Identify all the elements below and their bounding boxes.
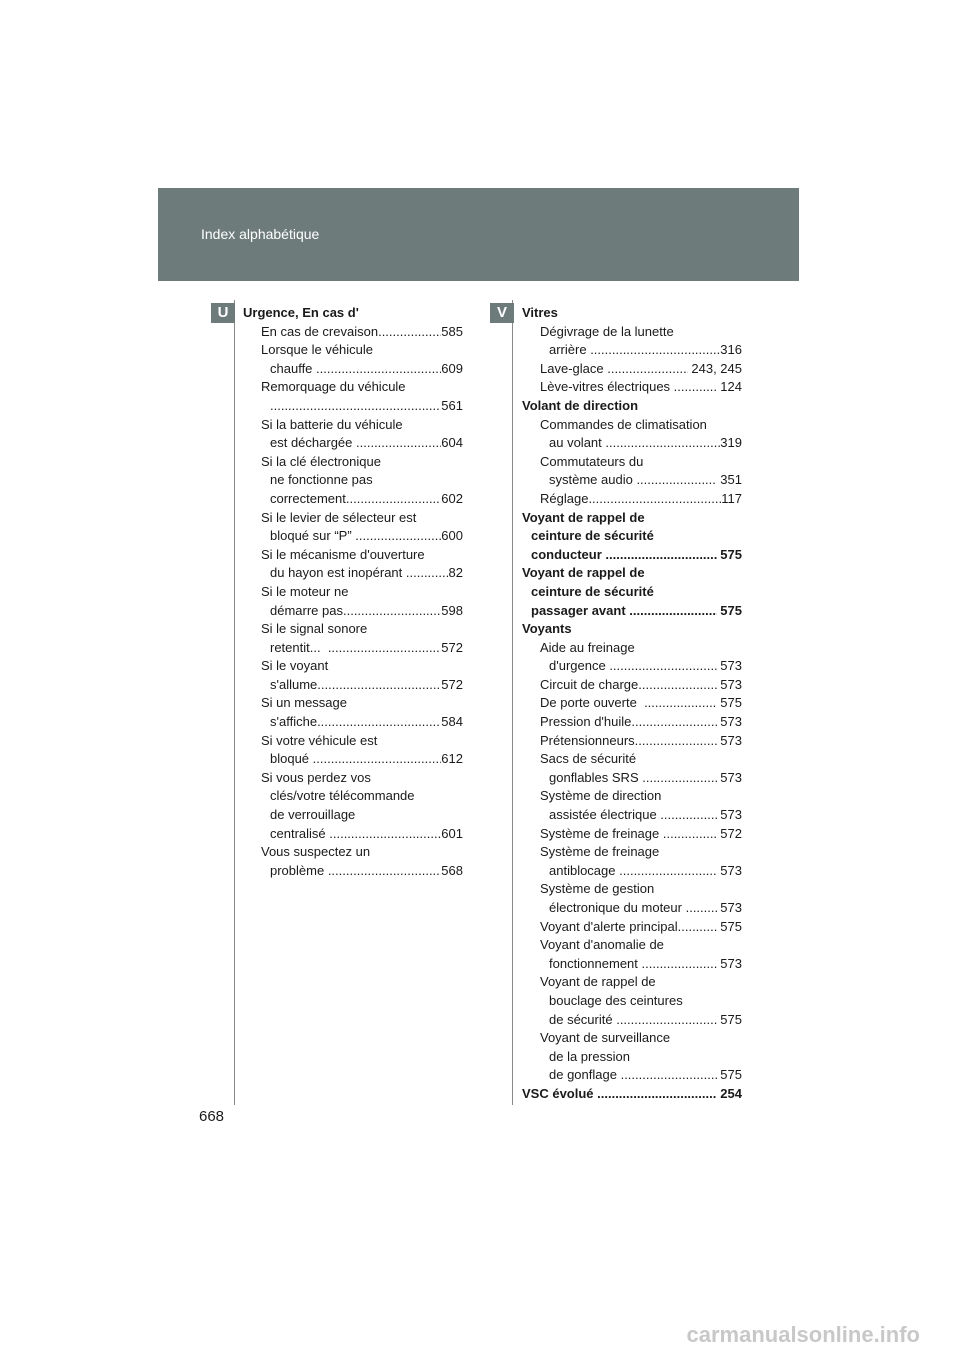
index-entry [243,378,463,397]
index-entry-label: chauffe [270,360,317,376]
index-entry [522,1011,742,1030]
index-entry-label: Voyant d'anomalie de [540,937,664,953]
index-entry-label: démarre pas [270,602,343,618]
index-entry-page: 124 [716,379,742,395]
index-entry-label: Commutateurs du [540,453,644,469]
index-entry [522,639,742,658]
index-entry-label: centralisé [270,825,330,841]
index-entry-label: Commandes de climatisation [540,416,707,432]
index-entry-label: s'affiche [270,714,318,730]
dot-leader [619,862,717,880]
index-entry [243,397,463,416]
index-entry-label: retentit... [270,639,328,655]
index-entry-label: Vitres [522,305,558,320]
index-entry-page: 573 [716,769,742,785]
index-entry [522,378,742,397]
index-entry [522,341,742,360]
dot-leader [607,360,688,378]
index-entry-label: Aide au freinage [540,639,635,655]
index-entry [522,416,742,435]
index-entry [522,583,742,602]
index-entry-label: fonctionnement [549,955,642,971]
dot-leader [642,769,716,787]
index-entry-page: 573 [716,807,742,823]
index-entry [522,936,742,955]
dot-leader [406,564,449,582]
index-entry-label: correctement [270,490,346,506]
index-entry [522,769,742,788]
index-entry-label: ne fonctionne pas [270,472,373,488]
index-entry-page: 561 [441,397,463,413]
index-entry [522,806,742,825]
index-entry-page: 575 [716,1067,742,1083]
index-entry-label: Si le signal sonore [261,621,368,637]
index-entry [243,509,463,528]
index-entry [522,546,742,565]
section-letter-u: U [211,303,235,323]
index-entry-page: 82 [448,565,463,581]
index-entry-label: Si vous perdez vos [261,769,371,785]
index-entry-page: 584 [441,714,463,730]
index-entry-label: Remorquage du véhicule [261,379,406,395]
index-entry-label: assistée électrique [549,807,661,823]
index-entry-page: 612 [441,751,463,767]
index-entry-label: Voyant de rappel de [522,565,645,581]
index-entry [522,453,742,472]
index-entry [522,471,742,490]
index-entry-page: 572 [441,639,463,655]
dot-leader [631,713,716,731]
index-entry [522,564,742,583]
index-column-u [243,304,463,880]
dot-leader [270,397,441,415]
index-entry-label: s'allume [270,676,318,692]
index-entry-page: 575 [716,1011,742,1027]
index-entry [522,434,742,453]
index-entry-label: problème [270,862,328,878]
index-entry [522,657,742,676]
index-entry-label: Voyant de rappel de [522,509,645,525]
index-entry-page: 117 [721,490,742,506]
index-entry-label: bloqué sur “P” [270,528,356,544]
index-entry-label: Pression d'huile [540,714,632,730]
index-entry-label: De porte ouverte [540,695,645,711]
index-entry-page: 585 [441,323,463,339]
index-entry [522,323,742,342]
index-entry-label: est déchargée [270,435,357,451]
index-entry-label: système audio [549,472,637,488]
dot-leader [317,713,441,731]
index-entry-label: Si votre véhicule est [261,732,378,748]
index-entry [243,434,463,453]
index-entry-label: Voyant de rappel de [540,974,656,990]
index-entry-label: Si la clé électronique [261,453,381,469]
index-entry-label: Lorsque le véhicule [261,342,374,358]
index-entry [522,713,742,732]
index-entry [243,825,463,844]
dot-leader [621,1066,717,1084]
dot-leader [638,676,716,694]
index-entry [522,918,742,937]
index-entry [522,1085,742,1104]
index-entry-label: Système de direction [540,788,662,804]
index-entry-label: clés/votre télécommande [270,788,415,804]
index-entry-page: 609 [441,360,463,376]
dot-leader [686,899,717,917]
index-entry [243,769,463,788]
index-entry-label: Système de freinage [540,825,663,841]
index-entry-label: Réglage [540,490,589,506]
index-entry [243,304,463,323]
index-entry-label: passager avant [531,602,630,618]
index-entry [243,862,463,881]
index-entry [522,955,742,974]
index-entry-label: Dégivrage de la lunette [540,323,674,339]
dot-leader [316,360,441,378]
index-entry-page: 598 [441,602,463,618]
index-entry [243,341,463,360]
index-entry-page: 575 [716,602,742,618]
dot-leader [328,862,441,880]
index-entry-label: Système de freinage [540,844,660,860]
index-entry [243,620,463,639]
index-entry-page: 573 [716,732,742,748]
index-entry-page: 604 [441,435,463,451]
column-divider-right [512,300,513,1105]
dot-leader [590,341,720,359]
dot-leader [355,527,441,545]
dot-leader [660,806,716,824]
dot-leader [378,323,441,341]
index-entry-label: Urgence, En cas d' [243,305,359,320]
index-entry [243,639,463,658]
index-entry-label: Lave-glace [540,360,608,376]
index-entry [243,750,463,769]
index-entry [243,546,463,565]
index-entry [522,676,742,695]
dot-leader [636,471,716,489]
index-entry [243,583,463,602]
index-entry-page: 572 [441,676,463,692]
index-entry [522,843,742,862]
index-column-v [522,304,742,1104]
index-entry-label: antiblocage [549,862,620,878]
page-number: 668 [199,1108,225,1125]
dot-leader [616,1011,716,1029]
index-entry-label: Voyant de surveillance [540,1030,671,1046]
index-entry-page: 573 [716,658,742,674]
dot-leader [678,918,717,936]
index-entry-label: Volant de direction [522,397,639,413]
index-entry [243,323,463,342]
index-entry [243,676,463,695]
index-entry-label: Sacs de sécurité [540,751,637,767]
index-entry-page: 243, 245 [687,360,742,376]
page-header [158,188,799,281]
index-entry-label: gonflables SRS [549,769,643,785]
index-entry-page: 351 [716,472,742,488]
index-entry [243,564,463,583]
index-entry [522,732,742,751]
index-entry-label: Si un message [261,695,347,711]
dot-leader [346,490,441,508]
index-entry [243,657,463,676]
index-entry-page: 602 [441,490,463,506]
dot-leader [635,732,717,750]
index-entry-label: Prétensionneurs [540,732,635,748]
index-entry-label: au volant [549,435,606,451]
index-entry [243,602,463,621]
dot-leader [642,955,717,973]
index-entry-label: Si le levier de sélecteur est [261,509,417,525]
index-entry [522,620,742,639]
index-entry [243,360,463,379]
index-entry-label: Circuit de charge [540,676,639,692]
index-entry [522,825,742,844]
index-entry-page: 575 [716,546,742,562]
index-entry-page: 573 [716,862,742,878]
index-entry-label: Voyants [522,621,572,637]
index-entry-label: du hayon est inopérant [270,565,406,581]
dot-leader [674,378,717,396]
index-entry-label: Si le moteur ne [261,583,349,599]
index-entry [243,471,463,490]
index-entry-page: 575 [716,695,742,711]
index-entry-label: Système de gestion [540,881,655,897]
index-entry-label: de sécurité [549,1011,617,1027]
index-entry-page: 573 [716,955,742,971]
index-entry [522,787,742,806]
section-letter-v: V [490,303,514,323]
index-entry-label: de gonflage [549,1067,621,1083]
dot-leader [313,750,442,768]
index-entry-page: 573 [716,714,742,730]
index-entry-label: Si le mécanisme d'ouverture [261,546,425,562]
index-entry [522,973,742,992]
index-entry [522,694,742,713]
dot-leader [588,490,721,508]
index-entry [522,602,742,621]
index-entry-label: conducteur [531,546,606,562]
index-entry [522,360,742,379]
index-entry [243,453,463,472]
dot-leader [663,825,717,843]
index-entry [522,509,742,528]
index-entry [522,750,742,769]
index-entry-page: 573 [716,676,742,692]
index-entry-label: de verrouillage [270,807,356,823]
index-entry-label: Vous suspectez un [261,844,371,860]
index-entry-page: 573 [716,900,742,915]
index-entry [522,304,742,323]
index-entry-label: Si la batterie du véhicule [261,416,403,432]
index-entry-page: 254 [716,1085,742,1101]
index-entry [522,992,742,1011]
watermark: carmanualsonline.info [686,1322,920,1347]
dot-leader [629,602,716,620]
index-entry [243,843,463,862]
index-entry [522,490,742,509]
index-entry-page: 600 [441,528,463,544]
index-entry-label: Voyant d'alerte principal [540,918,678,934]
index-entry-label: Si le voyant [261,658,329,674]
index-entry [243,527,463,546]
index-entry [243,713,463,732]
index-entry-label: ceinture de sécurité [531,583,654,599]
index-entry-label: de la pression [549,1048,630,1064]
index-entry [522,862,742,881]
index-entry [522,1029,742,1048]
dot-leader [605,546,716,564]
dot-leader [609,657,716,675]
index-entry [243,787,463,806]
index-entry-label: électronique du moteur [549,900,686,915]
index-entry-page: 568 [441,862,463,878]
index-entry [243,490,463,509]
index-entry-label: d'urgence [549,658,610,674]
index-entry [522,397,742,416]
index-entry-label: En cas de crevaison [261,323,379,339]
index-entry [243,806,463,825]
index-entry-label: arrière [549,342,591,358]
dot-leader [356,434,441,452]
index-entry-label: Lève-vitres électriques [540,379,674,395]
index-entry-label: ceinture de sécurité [531,528,654,544]
dot-leader [597,1085,717,1103]
index-entry-label: bloqué [270,751,313,767]
index-entry [522,1066,742,1085]
header-title: Index alphabétique [201,226,320,242]
dot-leader [644,694,717,712]
index-entry-page: 316 [720,342,742,358]
dot-leader [343,602,441,620]
index-entry [522,527,742,546]
dot-leader [329,825,441,843]
index-entry [243,416,463,435]
dot-leader [317,676,441,694]
index-entry [243,732,463,751]
index-entry [522,1048,742,1067]
index-entry-label: bouclage des ceintures [549,992,683,1008]
index-entry-page: 319 [720,435,742,451]
column-divider-left [234,300,235,1105]
index-entry-page: 572 [716,825,742,841]
index-entry [243,694,463,713]
index-entry [522,880,742,899]
index-entry-page: 601 [441,825,463,841]
index-entry-page: 575 [716,918,742,934]
dot-leader [605,434,720,452]
index-entry-label: VSC évolué [522,1085,598,1101]
dot-leader [328,639,441,657]
index-entry [522,899,742,918]
